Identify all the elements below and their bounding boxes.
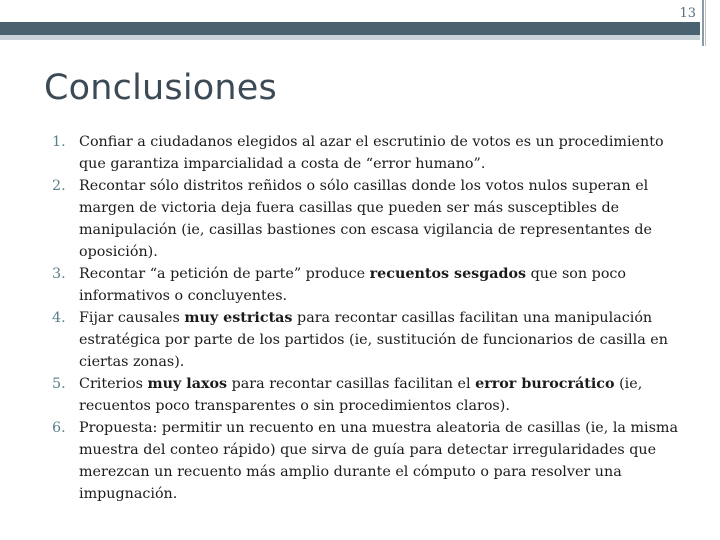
item-text: Criterios [79,376,148,392]
conclusion-item [52,175,682,263]
emphasis-text: recuentos sesgados [369,266,527,282]
conclusion-item [52,263,682,307]
corner-line-secondary [705,0,706,46]
item-text: que son poco informativos o concluyentes. [79,266,627,304]
header-band [0,22,700,35]
item-text: para recontar casillas facilitan una manipulación estratégica por parte de los partidos (ie, sustitución de funcionarios de casilla en ciertas zonas). [79,310,668,370]
item-text: Recontar “a petición de parte” produce [79,266,370,282]
emphasis-text: muy estrictas [184,310,293,326]
item-text: Confiar a ciudadanos elegidos al azar el escrutinio de votos es un procedimiento que garantiza imparcialidad a costa de “error humano”. [79,134,664,172]
conclusion-item [52,417,682,505]
item-text: Recontar sólo distritos reñidos o sólo casillas donde los votos nulos superan el margen de victoria deja fuera casillas que pueden ser más susceptibles de manipulación (ie, casillas bastiones con escasa vigilancia de representantes de oposición). [79,178,652,260]
conclusion-item [52,131,682,175]
header-band-accent [0,35,700,40]
item-text: (ie, recuentos poco transparentes o sin procedimientos claros). [79,376,643,414]
item-number: 1. [52,134,66,150]
item-number: 6. [52,420,66,436]
slide-number: 13 [679,6,696,21]
conclusion-item [52,373,682,417]
emphasis-text: error burocrático [475,376,615,392]
item-text: Fijar causales [79,310,185,326]
item-number: 4. [52,310,66,326]
item-number: 2. [52,178,66,194]
slide-title: Conclusiones [44,68,277,108]
emphasis-text: muy laxos [147,376,228,392]
conclusions-list [52,131,682,505]
item-text: para recontar casillas facilitan el [227,376,476,392]
corner-line [702,0,704,46]
item-text: Propuesta: permitir un recuento en una muestra aleatoria de casillas (ie, la misma muestra del conteo rápido) que sirva de guía para detectar irregularidades que merezcan un recuento más amplio durante el cómputo o para resolver una impugnación. [79,420,679,502]
item-number: 3. [52,266,66,282]
conclusion-item [52,307,682,373]
item-number: 5. [52,376,66,392]
